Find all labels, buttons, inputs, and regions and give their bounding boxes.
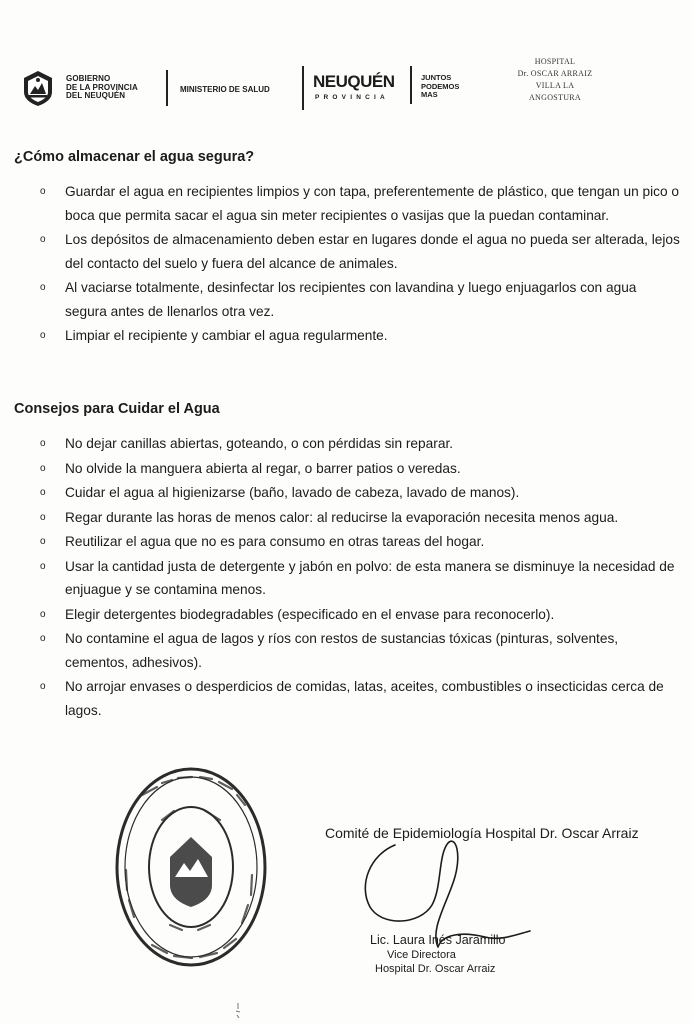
bullet-icon: o xyxy=(40,536,46,547)
bullet-icon: o xyxy=(40,560,46,572)
storage-list xyxy=(40,180,680,349)
bullet-icon: o xyxy=(40,511,46,523)
province-shield-icon xyxy=(20,68,56,108)
list-item: o Usar la cantidad justa de detergente y jabón en polvo: de esta manera se disminuye la necesidad de enjuague y se contamina menos. xyxy=(40,555,680,602)
header-divider xyxy=(410,66,412,104)
tips-list xyxy=(40,432,680,723)
bullet-icon: o xyxy=(40,681,46,692)
scan-speck-icon xyxy=(233,1003,243,1019)
bullet-icon: o xyxy=(40,633,46,644)
list-item: o Guardar el agua en recipientes limpios y con tapa, preferentemente de plástico, que tengan un pico o boca que permita sacar el agua sin meter recipientes o vasijas que la puedan contaminar. xyxy=(40,180,680,227)
bullet-icon: o xyxy=(40,438,46,449)
hospital-name: HOSPITAL Dr. OSCAR ARRAIZ VILLA LA ANGOSTURA xyxy=(517,57,593,102)
list-item: o Cuidar el agua al higienizarse (baño, lavado de cabeza, lavado de manos). xyxy=(40,481,680,505)
list-item: o No olvide la manguera abierta al regar, o barrer patios o veredas. xyxy=(40,457,680,481)
header-divider xyxy=(166,70,168,106)
list-item: o No arrojar envases o desperdicios de comidas, latas, aceites, combustibles o insecticidas cerca de lagos. xyxy=(40,675,680,722)
list-item: o Elegir detergentes biodegradables (especificado en el envase para reconocerlo). xyxy=(40,603,680,627)
bullet-icon: o xyxy=(40,186,46,197)
ministry-label: MINISTERIO DE SALUD xyxy=(180,85,270,94)
slogan: JUNTOS PODEMOS MAS xyxy=(421,73,460,99)
bullet-icon: o xyxy=(40,282,46,293)
list-item: o Regar durante las horas de menos calor: al reducirse la evaporación necesita menos agua. xyxy=(40,506,680,530)
section-heading-tips: Consejos para Cuidar el Agua xyxy=(14,401,220,417)
signer-hospital: Hospital Dr. Oscar Arraiz xyxy=(375,963,496,975)
signer-name: Lic. Laura Inés Jaramillo xyxy=(370,933,506,947)
list-item: o Al vaciarse totalmente, desinfectar los recipientes con lavandina y luego enjuagarlos con agua segura antes de llenarlos otra vez. xyxy=(40,276,680,323)
section-heading-storage: ¿Cómo almacenar el agua segura? xyxy=(14,149,255,165)
bullet-icon: o xyxy=(40,330,46,341)
official-stamp-icon xyxy=(112,765,270,970)
list-item: o Los depósitos de almacenamiento deben estar en lugares donde el agua no pueda ser alterada, lejos del contacto del suelo y fuera del alcance de animales. xyxy=(40,228,680,275)
bullet-icon: o xyxy=(40,487,46,498)
neuquen-province-label: PROVINCIA xyxy=(315,94,389,101)
neuquen-logo: NEUQUÉN xyxy=(313,72,395,91)
list-item: o Reutilizar el agua que no es para consumo en otras tareas del hogar. xyxy=(40,530,680,554)
signer-role: Vice Directora xyxy=(387,949,456,961)
list-item: o No dejar canillas abiertas, goteando, o con pérdidas sin reparar. xyxy=(40,432,680,456)
bullet-icon: o xyxy=(40,608,46,620)
government-name: GOBIERNO DE LA PROVINCIA DEL NEUQUÉN xyxy=(66,74,138,100)
list-item: o Limpiar el recipiente y cambiar el agua regularmente. xyxy=(40,324,680,348)
committee-label: Comité de Epidemiología Hospital Dr. Oscar Arraiz xyxy=(325,825,639,841)
list-item: o No contamine el agua de lagos y ríos con restos de sustancias tóxicas (pinturas, solventes, cementos, adhesivos). xyxy=(40,627,680,674)
bullet-icon: o xyxy=(40,234,46,245)
bullet-icon: o xyxy=(40,462,46,474)
header-divider xyxy=(302,66,304,110)
